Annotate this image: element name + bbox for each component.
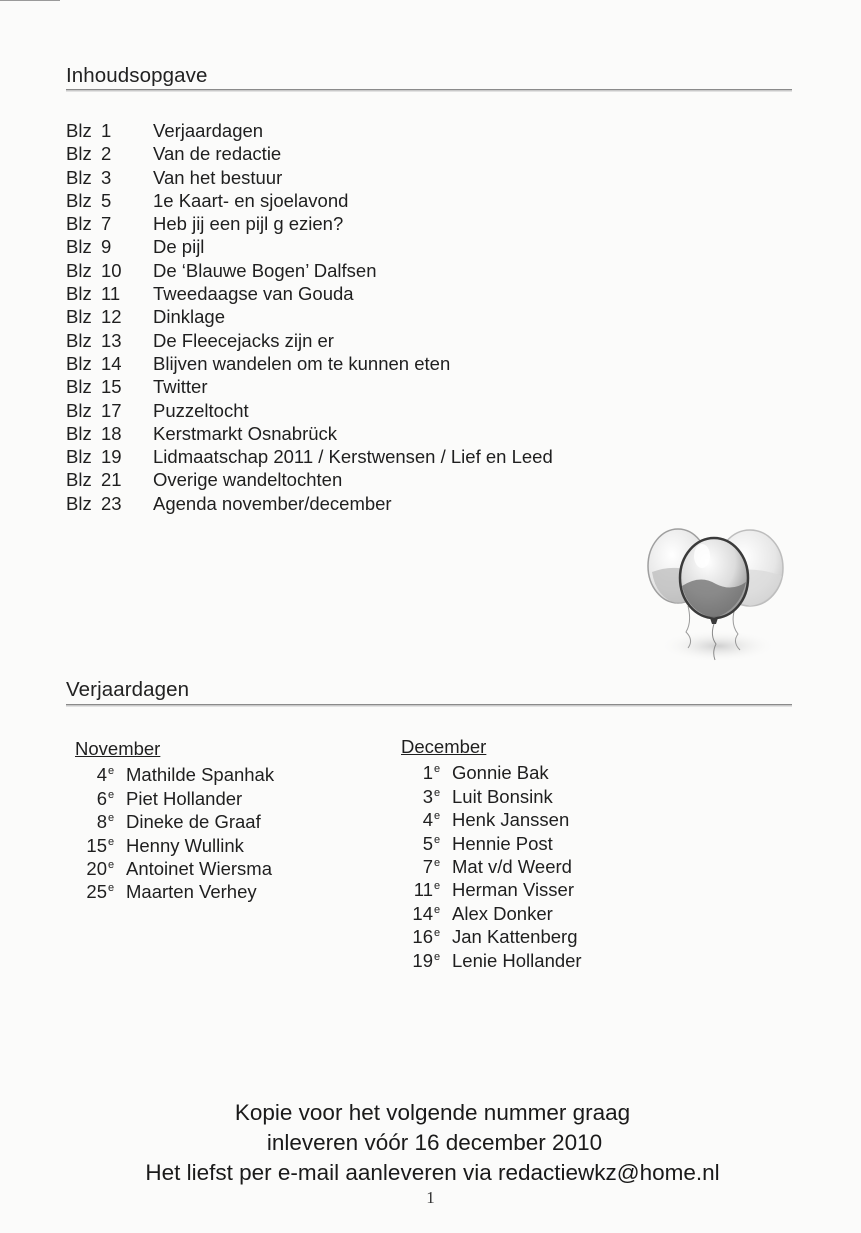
toc-entry [66, 352, 553, 375]
birthday-name: Luit Bonsink [452, 785, 553, 807]
scan-edge-line [0, 0, 60, 1]
birthday-day-suffix: e [108, 765, 115, 778]
toc-blz-label: Blz [66, 329, 92, 351]
december-birthdays [401, 735, 582, 969]
birthday-item [401, 922, 582, 948]
birthday-name: Mat v/d Weerd [452, 855, 572, 877]
toc-blz-label: Blz [66, 189, 92, 211]
page-number: 1 [426, 1188, 435, 1207]
toc-blz-label: Blz [66, 376, 92, 398]
birthday-item [75, 784, 274, 807]
birthday-day-suffix: e [434, 856, 441, 869]
birthday-day: 4 [422, 809, 433, 831]
toc-entry-title: Kerstmarkt Osnabrück [153, 422, 338, 444]
birthday-day: 8 [96, 811, 107, 833]
toc-page-number: 19 [101, 446, 122, 468]
birthday-name: Mathilde Spanhak [126, 764, 275, 786]
toc-blz-label: Blz [66, 469, 92, 491]
toc-blz-label: Blz [66, 120, 92, 141]
birthdays-divider [66, 704, 792, 707]
toc-entry-title: Lidmaatschap 2011 / Kerstwensen / Lief en Leed [153, 446, 553, 468]
toc-blz-label: Blz [66, 352, 92, 374]
footer-line-1: Kopie voor het volgende nummer graag [234, 1100, 631, 1125]
toc-entry-title: Van het bestuur [153, 166, 283, 188]
birthday-day-suffix: e [434, 786, 441, 799]
birthday-name: Maarten Verhey [126, 881, 257, 903]
toc-page-number: 10 [101, 259, 122, 281]
toc-entry [66, 492, 553, 515]
birthday-item [75, 807, 274, 833]
toc-page-number: 2 [101, 143, 112, 165]
birthday-day: 1 [422, 762, 433, 784]
birthday-item [401, 946, 582, 969]
birthday-name: Herman Visser [452, 879, 575, 901]
birthday-name: Gonnie Bak [452, 762, 549, 784]
toc-entry [66, 468, 553, 491]
december-label: December [401, 736, 487, 757]
birthday-day: 7 [422, 855, 433, 877]
birthday-day-suffix: e [434, 880, 441, 893]
toc-page-number: 18 [101, 422, 122, 444]
toc-entry-title: Agenda november/december [153, 492, 392, 514]
birthday-name: Lenie Hollander [452, 949, 582, 971]
toc-blz-label: Blz [66, 446, 92, 468]
birthday-day: 14 [412, 902, 433, 924]
toc-entry-title: Dinklage [153, 306, 225, 328]
birthday-day-suffix: e [108, 812, 115, 825]
birthday-item [75, 760, 275, 786]
birthday-day-suffix: e [108, 788, 115, 801]
toc-page-number: 3 [101, 166, 112, 188]
toc-entry-title: 1e Kaart- en sjoelavond [153, 189, 349, 211]
toc-entry [66, 375, 553, 398]
birthday-item [401, 782, 582, 805]
toc-entry-title: De pijl [153, 236, 205, 258]
toc-entry-title: Verjaardagen [153, 120, 264, 141]
toc-blz-label: Blz [66, 399, 92, 421]
toc-entry-title: Heb jij een pijl g ezien? [153, 213, 344, 235]
birthday-name: Henny Wullink [126, 834, 244, 856]
birthday-day-suffix: e [434, 810, 441, 823]
toc-entry [66, 189, 553, 212]
toc-page-number: 11 [101, 283, 121, 305]
birthday-day: 16 [412, 926, 433, 948]
birthday-day-suffix: e [434, 833, 441, 846]
birthday-name: Dineke de Graaf [126, 811, 261, 833]
toc-page-number: 17 [101, 399, 122, 421]
november-birthdays [75, 737, 274, 901]
birthday-day: 25 [86, 881, 107, 903]
birthday-name: Alex Donker [452, 902, 553, 924]
toc-blz-label: Blz [66, 143, 92, 165]
toc-page-number: 23 [101, 492, 122, 514]
birthday-day: 4 [96, 764, 107, 786]
birthday-name: Henk Janssen [452, 809, 570, 831]
balloons-icon [640, 520, 790, 670]
toc-list [66, 119, 553, 515]
birthday-day-suffix: e [434, 903, 441, 916]
birthday-item [75, 877, 274, 903]
toc-blz-label: Blz [66, 236, 92, 258]
toc-entry [66, 259, 553, 282]
birthday-day: 15 [86, 834, 107, 856]
toc-blz-label: Blz [66, 492, 92, 514]
birthday-day: 11 [413, 879, 433, 901]
toc-entry [66, 399, 553, 422]
birthday-item [75, 854, 274, 877]
birthday-name: Jan Kattenberg [452, 926, 578, 948]
toc-entry-title: Puzzeltocht [153, 399, 249, 421]
toc-page-number: 7 [101, 213, 112, 235]
toc-entry-title: Blijven wandelen om te kunnen eten [153, 352, 451, 374]
birthday-day: 5 [422, 832, 433, 854]
footer-line-3: Het liefst per e-mail aanleveren via redactiewkz@home.nl [145, 1160, 720, 1185]
birthday-name: Antoinet Wiersma [126, 857, 272, 879]
toc-entry-title: Overige wandeltochten [153, 469, 343, 491]
toc-blz-label: Blz [66, 306, 92, 328]
birthday-day-suffix: e [108, 835, 115, 848]
toc-entry-title: De Fleecejacks zijn er [153, 329, 334, 351]
birthday-item [401, 829, 582, 852]
toc-entry-title: Van de redactie [153, 143, 282, 165]
toc-page-number: 15 [101, 376, 122, 398]
birthday-item [401, 899, 582, 922]
birthday-item [401, 758, 582, 784]
birthday-day-suffix: e [108, 882, 115, 895]
november-label: November [75, 738, 161, 759]
toc-entry-title: Tweedaagse van Gouda [153, 283, 354, 305]
birthday-item [401, 805, 582, 831]
birthday-day: 19 [412, 949, 433, 971]
toc-entry [66, 305, 553, 328]
toc-heading: Inhoudsopgave [66, 64, 208, 87]
birthday-name: Piet Hollander [126, 787, 243, 809]
toc-entry-title: Twitter [153, 376, 208, 398]
footer-line-2: inleveren vóór 16 december 2010 [266, 1130, 603, 1155]
toc-entry-title: De ‘Blauwe Bogen’ Dalfsen [153, 259, 377, 281]
birthday-day-suffix: e [434, 763, 441, 776]
toc-blz-label: Blz [66, 259, 92, 281]
birthday-day-suffix: e [108, 858, 115, 871]
birthday-day-suffix: e [434, 950, 441, 963]
birthday-day: 20 [86, 857, 107, 879]
birthday-day: 3 [422, 785, 433, 807]
toc-page-number: 1 [101, 120, 112, 141]
birthday-item [401, 875, 582, 901]
toc-page-number: 13 [101, 329, 122, 351]
toc-entry [66, 329, 553, 352]
toc-blz-label: Blz [66, 422, 92, 444]
toc-entry [66, 212, 553, 235]
toc-page-number: 14 [101, 352, 122, 374]
birthday-day-suffix: e [434, 927, 441, 940]
toc-blz-label: Blz [66, 283, 92, 305]
toc-page-number: 12 [101, 306, 122, 328]
toc-blz-label: Blz [66, 166, 92, 188]
toc-blz-label: Blz [66, 213, 92, 235]
toc-page-number: 9 [101, 236, 112, 258]
toc-entry [66, 235, 553, 258]
birthday-day: 6 [96, 787, 107, 809]
birthdays-heading: Verjaardagen [66, 678, 190, 701]
toc-divider [66, 89, 792, 92]
birthday-item [401, 852, 582, 875]
toc-entry [66, 166, 553, 189]
toc-page-number: 21 [101, 469, 122, 491]
birthday-item [75, 831, 274, 854]
toc-entry [66, 119, 553, 142]
toc-entry [66, 142, 553, 165]
toc-entry [66, 282, 553, 305]
toc-entry [66, 422, 553, 445]
birthday-name: Hennie Post [452, 832, 553, 854]
toc-page-number: 5 [101, 189, 112, 211]
toc-entry [66, 445, 553, 468]
